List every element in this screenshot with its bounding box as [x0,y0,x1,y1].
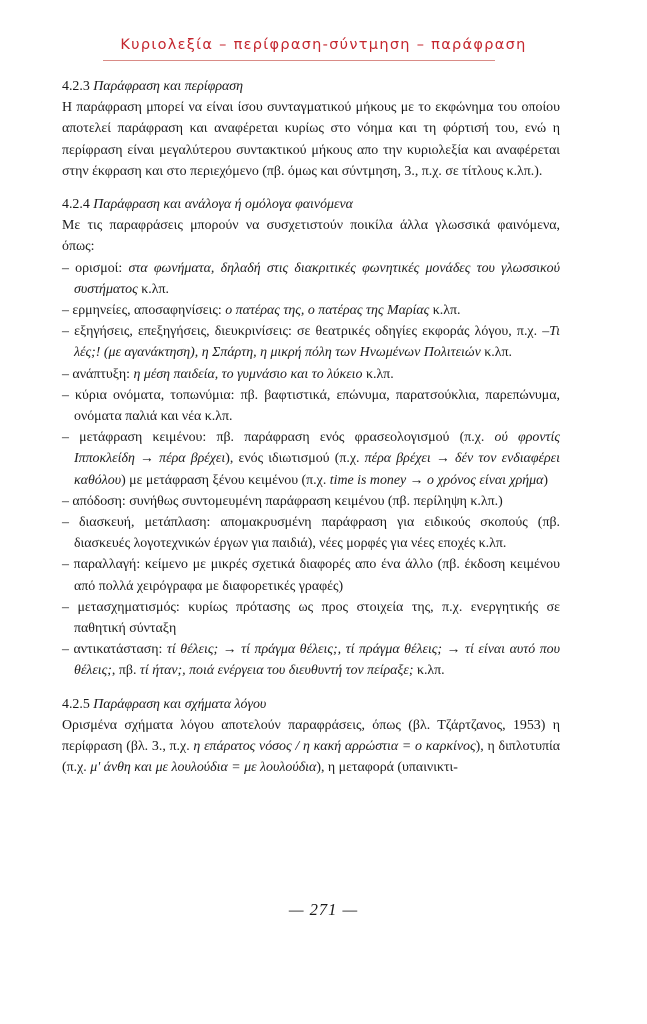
section-paragraph: Ορισμένα σχήματα λόγου αποτελούν παραφράσεις, όπως (βλ. Τζάρτζανος, 1953) η περίφραση (βλ. 3., π.χ. η επάρατος νόσος / η κακή αρρώστια = ο καρκίνος), η διπλοτυπία (π.χ. μ' άνθη και με λουλούδια = με λουλούδια), η μεταφορά (υπαινικτι- [62,717,560,776]
list-item: – απόδοση: συνήθως συντομευμένη παράφραση κειμένου (πβ. περίληψη κ.λπ.) [62,493,503,509]
page-number: — 271 — [288,900,359,919]
list-item: – ανάπτυξη: η μέση παιδεία, το γυμνάσιο και το λύκειο κ.λπ. [62,366,394,382]
header-rule [103,60,495,61]
list-item: – κύρια ονόματα, τοπωνύμια: πβ. βαφτιστικά, επώνυμα, παρατσούκλια, παρεπώνυμα, ονόματα παλιά και νέα κ.λπ. [62,387,560,425]
list-item: – ορισμοί: στα φωνήματα, δηλαδή στις διακριτικές φωνητικές μονάδες του γλωσσικού συστήματος κ.λπ. [62,260,560,297]
running-header: Κυριολεξία – περίφραση-σύντμηση – παράφραση [120,37,527,53]
section-intro: Με τις παραφράσεις μπορούν να συσχετιστούν ποικίλα άλλα γλωσσικά φαινόμενα, όπως: [62,218,560,255]
list-item: – μετασχηματισμός: κυρίως πρότασης ως προς στοιχεία της, π.χ. ενεργητικής σε παθητική σύνταξη [62,599,560,637]
list-item: – εξηγήσεις, επεξηγήσεις, διευκρινίσεις: σε θεατρικές οδηγίες εκφοράς λόγου, π.χ. –Τι λές;! (με αγανάκτηση), η Σπάρτη, η μικρή πόλη των Ηνωμένων Πολιτειών κ.λπ. [62,324,560,361]
section-heading: 4.2.4 Παράφραση και ανάλογα ή ομόλογα φαινόμενα [62,197,353,213]
section-paragraph: Η παράφραση μπορεί να είναι ίσου συνταγματικού μήκους με το εκφώνημα του οποίου αποτελεί παράφραση και αναφέρεται κυρίως στο νόημα και τη φόρτισή του, ενώ η περίφραση είναι μεγαλύτερου συντακτικού μήκους απο την κυριολεξία και αναφέρεται στην έκφραση και στο περιεχόμενο (πβ. όμως και σύντμηση, 3., π.χ. σε τίτλους κ.λπ.). [62,100,560,179]
list-item: – μετάφραση κειμένου: πβ. παράφραση ενός φρασεολογισμού (π.χ. ού φροντίς Ιπποκλείδη → πέρα βρέχει), ενός ιδιωτισμού (π.χ. πέρα βρέχει → δέν τον ενδιαφέρει καθόλου) με μετάφραση ξένου κειμένου (π.χ. time is money → ο χρόνος είναι χρήμα) [62,430,561,488]
section-4-2-3 [62,76,560,182]
page-body [62,76,560,779]
list-item: – διασκευή, μετάπλαση: απομακρυσμένη παράφραση για ειδικούς σκοπούς (πβ. διασκευές λογοτεχνικών έργων για παιδιά), νέες μορφές για νέες εποχές κ.λπ. [62,515,560,552]
section-heading: 4.2.5 Παράφραση και σχήματα λόγου [62,696,267,712]
section-4-2-4 [62,194,560,682]
list-item: – ερμηνείες, αποσαφηνίσεις: ο πατέρας της, ο πατέρας της Μαρίας κ.λπ. [62,303,461,319]
section-heading: 4.2.3 Παράφραση και περίφραση [62,79,244,94]
section-4-2-5 [62,694,560,779]
list-item: – αντικατάσταση: τί θέλεις; → τί πράγμα θέλεις;, τί πράγμα θέλεις; → τί είναι αυτό που θέλεις;, πβ. τί ήταν;, ποιά ενέργεια του διευθυντή τον πείραξε; κ.λπ. [62,642,560,679]
list-item: – παραλλαγή: κείμενο με μικρές σχετικά διαφορές απο ένα άλλο (πβ. έκδοση κειμένου από πολλά χειρόγραφα με διαφορετικές γραφές) [62,557,560,594]
